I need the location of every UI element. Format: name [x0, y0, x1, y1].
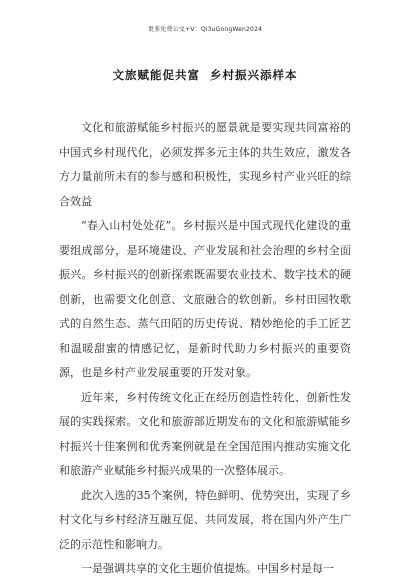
paragraph-3: 近年来，乡村传统文化正在经历创造性转化、创新性发展的实践探索。文化和旅游部近期发布的文化和旅游赋能乡村振兴十佳案例和优秀案例就是在全国范围内推动实施文化和旅游产业赋能乡村振兴成果的一次整体展示。	[59, 390, 351, 477]
paragraph-2: “春入山村处处花”。乡村振兴是中国式现代化建设的重要组成部分，是环境建设、产业发展和社会治理的乡村全面振兴。乡村振兴的创新探索既需要农业技术、数字技术的硬创新，也需要文化创意、文旅融合的软创新。乡村田园牧歌式的自然生态、蒸气田陌的历史传说、精妙绝伦的手工匠艺和温暖甜蜜的情感记忆，是新时代助力乡村振兴的重要资源，也是乡村产业发展重要的开发对象。	[59, 219, 351, 379]
document-title: 文旅赋能促共富 乡村振兴添样本	[112, 68, 298, 82]
header-banner: 更多免费公文+V：Qi3uGongWen2024	[147, 26, 263, 33]
paragraph-4: 此次入选的35个案例，特色鲜明、优势突出，实现了乡村文化与乡村经济互融互促、共同发展，将在国内外产生广泛的示范性和影响力。	[59, 488, 351, 551]
paragraph-1: 文化和旅游赋能乡村振兴的愿景就是要实现共同富裕的中国式乡村现代化，必须发挥多元主体的共生效应，激发各方力量前所未有的参与感和积极性，实现乡村产业兴旺的综合效益	[59, 121, 351, 208]
paragraph-5: 一是强调共享的文化主题价值提炼。中国乡村是每一	[81, 562, 334, 575]
document-body	[59, 116, 351, 582]
